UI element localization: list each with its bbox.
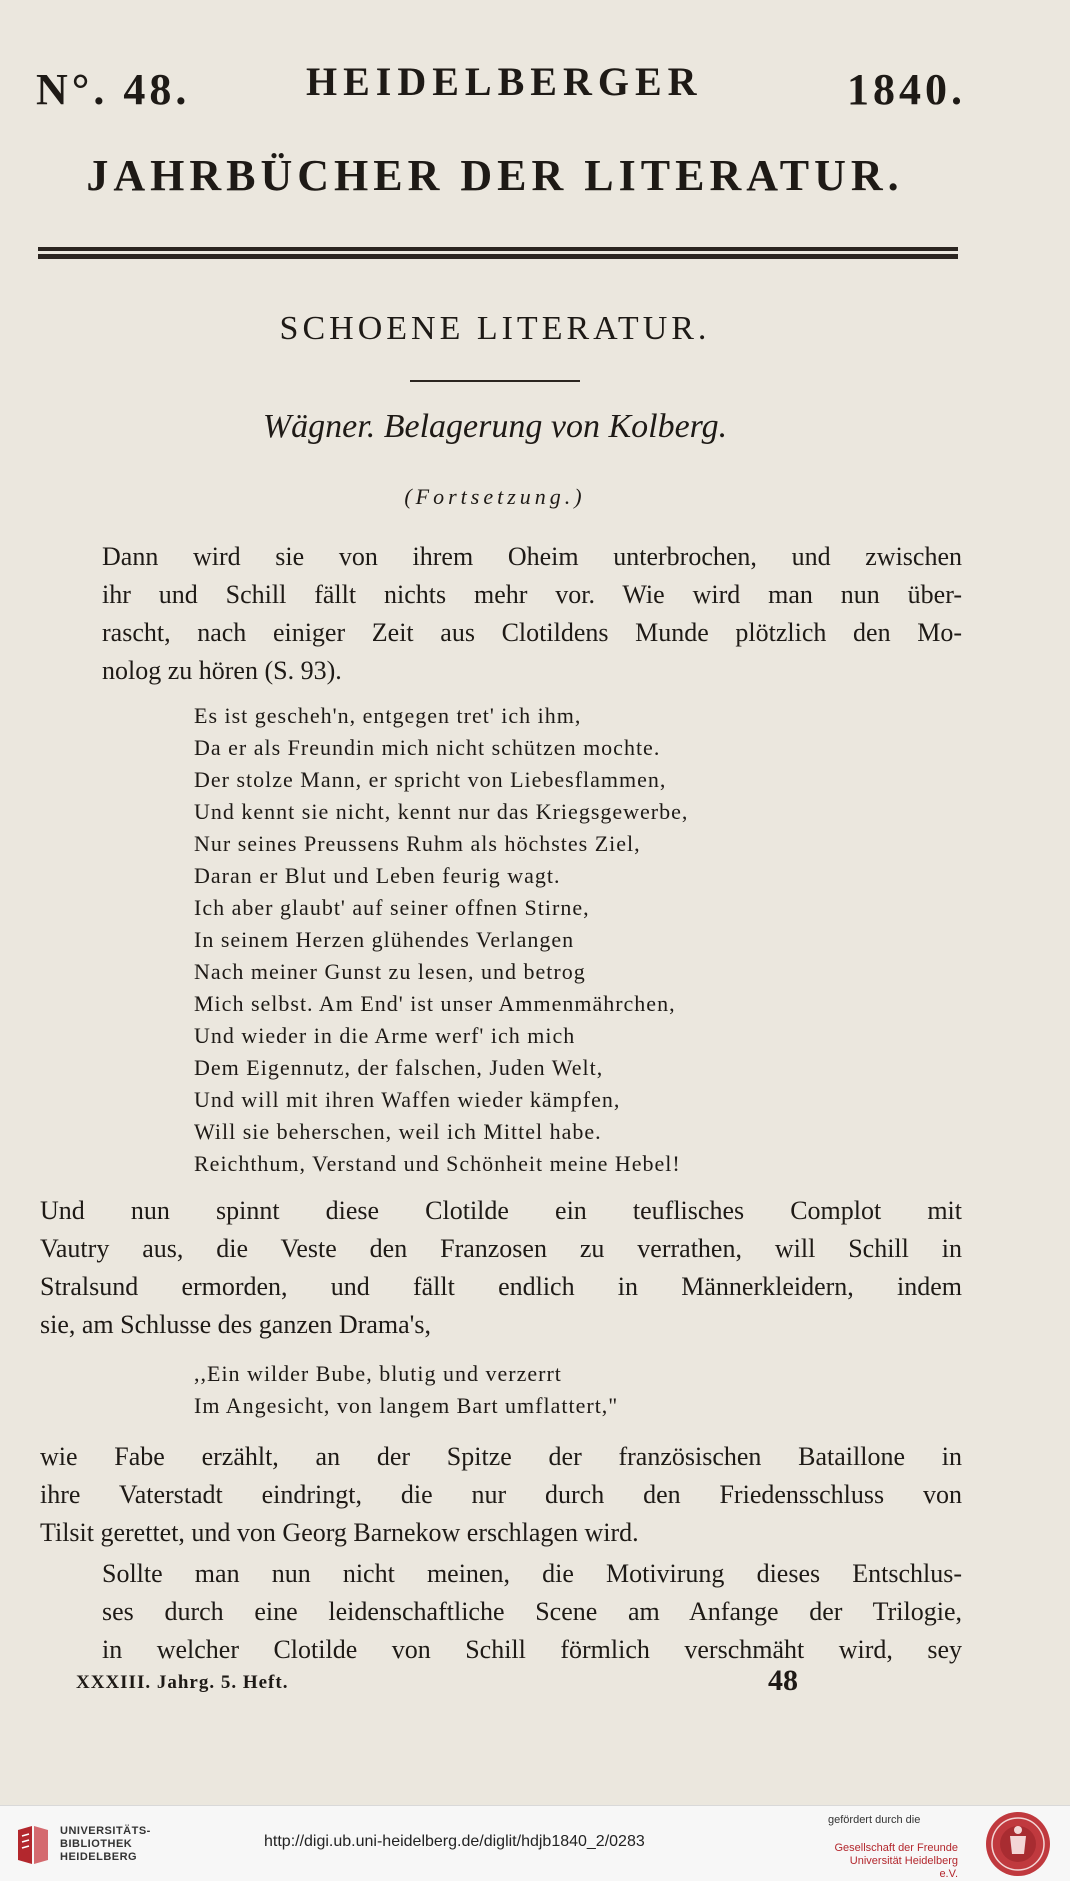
paragraph-1 xyxy=(40,538,962,690)
text-line: Sollte man nun nicht meinen, die Motivirung dieses Entschlus- xyxy=(102,1559,962,1588)
library-name-line: BIBLIOTHEK xyxy=(60,1838,133,1850)
issue-number: N°. 48. xyxy=(36,65,191,114)
verse-line: Der stolze Mann, er spricht von Liebesflammen, xyxy=(194,767,667,792)
page-number: 48 xyxy=(768,1664,798,1697)
masthead xyxy=(36,59,966,124)
verse-line: Will sie beherschen, weil ich Mittel habe. xyxy=(194,1119,602,1144)
journal-title: JAHRBÜCHER DER LITERATUR. xyxy=(86,151,904,200)
text-line: nolog zu hören (S. 93). xyxy=(102,656,342,685)
library-name-line: HEIDELBERG xyxy=(60,1851,138,1863)
text-line: Vautry aus, die Veste den Franzosen zu verrathen, will Schill in xyxy=(40,1234,962,1263)
sponsor-label: gefördert durch die xyxy=(828,1814,921,1826)
text-line: Und nun spinnt diese Clotilde ein teuflisches Complot mit xyxy=(40,1196,962,1225)
quote-line: Im Angesicht, von langem Bart umflattert," xyxy=(194,1393,619,1418)
text-line: Dann wird sie von ihrem Oheim unterbrochen, und zwischen xyxy=(102,542,962,571)
paragraph-2 xyxy=(40,1192,962,1344)
short-rule-divider xyxy=(410,380,580,382)
viewer-footer xyxy=(0,1805,1070,1881)
continuation-note: (Fortsetzung.) xyxy=(404,484,586,509)
volume-signature: XXXIII. Jahrg. 5. Heft. xyxy=(76,1672,289,1693)
verse-line: Und will mit ihren Waffen wieder kämpfen, xyxy=(194,1087,621,1112)
text-line: ihre Vaterstadt eindringt, die nur durch den Friedensschluss von xyxy=(40,1480,962,1509)
paragraph-4 xyxy=(40,1555,962,1669)
sponsor-name[interactable] xyxy=(830,1842,958,1881)
text-line: wie Fabe erzählt, an der Spitze der französischen Bataillone in xyxy=(40,1442,962,1471)
verse-line: Es ist gescheh'n, entgegen tret' ich ihm, xyxy=(194,703,582,728)
verse-line: Ich aber glaubt' auf seiner offnen Stirne, xyxy=(194,895,590,920)
paragraph-3 xyxy=(40,1438,962,1552)
verse-line: Dem Eigennutz, der falschen, Juden Welt, xyxy=(194,1055,604,1080)
sponsor-name-line: Gesellschaft der Freunde xyxy=(834,1842,958,1854)
issue-year: 1840. xyxy=(847,65,966,114)
permalink-url[interactable]: http://digi.ub.uni-heidelberg.de/diglit/hdjb1840_2/0283 xyxy=(264,1833,645,1850)
section-heading: SCHOENE LITERATUR. xyxy=(279,310,711,347)
verse-line: Daran er Blut und Leben feurig wagt. xyxy=(194,863,561,888)
text-line: in welcher Clotilde von Schill förmlich verschmäht wird, sey xyxy=(102,1635,962,1664)
double-rule-divider xyxy=(38,247,958,259)
text-line: sie, am Schlusse des ganzen Drama's, xyxy=(40,1310,431,1339)
verse-line: Mich selbst. Am End' ist unser Ammenmährchen, xyxy=(194,991,676,1016)
verse-line: Nur seines Preussens Ruhm als höchstes Ziel, xyxy=(194,831,641,856)
verse-line: In seinem Herzen glühendes Verlangen xyxy=(194,927,575,952)
text-line: Tilsit gerettet, und von Georg Barnekow erschlagen wird. xyxy=(40,1518,639,1547)
quotation-block xyxy=(194,1358,894,1422)
quote-line: ,,Ein wilder Bube, blutig und verzerrt xyxy=(194,1361,562,1386)
verse-line: Und kennt sie nicht, kennt nur das Kriegsgewerbe, xyxy=(194,799,689,824)
sponsor-name-line: Universität Heidelberg e.V. xyxy=(849,1855,958,1880)
text-line: ihr und Schill fällt nichts mehr vor. Wie wird man nun über- xyxy=(102,580,962,609)
verse-block xyxy=(194,700,894,1180)
library-name[interactable] xyxy=(60,1825,151,1864)
verse-line: Nach meiner Gunst zu lesen, und betrog xyxy=(194,959,586,984)
library-name-line: UNIVERSITÄTS- xyxy=(60,1825,151,1837)
paper-name: HEIDELBERGER xyxy=(306,59,703,104)
library-logo-icon xyxy=(14,1824,52,1866)
verse-line: Und wieder in die Arme werf' ich mich xyxy=(194,1023,576,1048)
article-title: Wägner. Belagerung von Kolberg. xyxy=(262,408,728,445)
university-seal-icon xyxy=(984,1810,1052,1878)
text-line: Stralsund ermorden, und fällt endlich in Männerkleidern, indem xyxy=(40,1272,962,1301)
verse-line: Reichthum, Verstand und Schönheit meine Hebel! xyxy=(194,1151,681,1176)
verse-line: Da er als Freundin mich nicht schützen mochte. xyxy=(194,735,661,760)
text-line: ses durch eine leidenschaftliche Scene am Anfange der Trilogie, xyxy=(102,1597,962,1626)
text-line: rascht, nach einiger Zeit aus Clotildens Munde plötzlich den Mo- xyxy=(102,618,962,647)
